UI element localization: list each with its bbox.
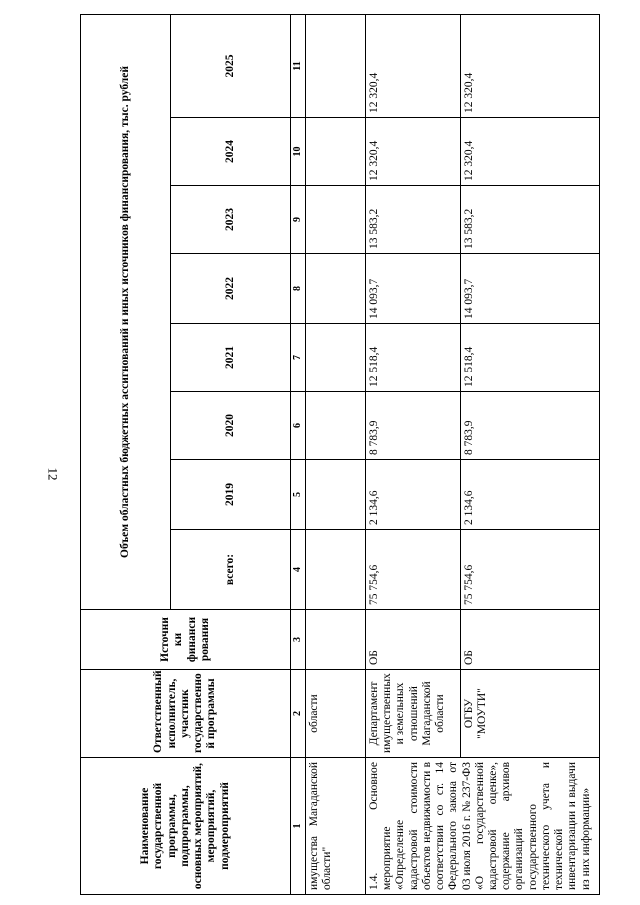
header-year-2021: 2021 [171,324,291,392]
column-number: 5 [291,460,306,530]
row-source: ОБ [461,610,600,670]
column-number: 3 [291,610,306,670]
row-value [306,254,366,324]
row-value: 2 134,6 [461,460,600,530]
row-value [306,460,366,530]
row-value: 12 320,4 [366,118,461,186]
row-value: 8 783,9 [366,392,461,460]
row-value: 13 583,2 [461,186,600,254]
row-name: имущества Магаданской области" [306,758,366,895]
row-value [306,530,366,610]
column-number: 2 [291,670,306,758]
row-value [306,186,366,254]
row-value: 8 783,9 [461,392,600,460]
header-year-2025: 2025 [171,14,291,117]
header-executor: Ответственный исполнитель, участник государственно й программы [81,670,291,758]
column-number: 7 [291,324,306,392]
column-number: 11 [291,14,306,117]
row-value: 75 754,6 [461,530,600,610]
column-number: 10 [291,118,306,186]
row-value: 75 754,6 [366,530,461,610]
row-value: 14 093,7 [366,254,461,324]
header-name: Наименование государственной программы, подпрограммы, основных мероприятий, мероприятий, подмероприятий [81,758,291,895]
rotated-table-container [80,15,600,895]
row-value [306,392,366,460]
row-source: ОБ [366,610,461,670]
page-number: 12 [45,467,61,481]
header-year-2019: 2019 [171,460,291,530]
row-executor: области [306,670,366,758]
row-value: 2 134,6 [366,460,461,530]
header-volume: Объем областных бюджетных ассигнований и иных источников финансирования, тыс. рублей [81,14,171,609]
row-value: 12 518,4 [461,324,600,392]
header-year-2020: 2020 [171,392,291,460]
financing-table [80,14,600,895]
row-value [306,118,366,186]
header-year-2024: 2024 [171,118,291,186]
row-executor: ОГБУ "МОУТИ" [461,670,600,758]
header-year-2023: 2023 [171,186,291,254]
column-number: 6 [291,392,306,460]
column-number-row [291,14,306,894]
column-number: 1 [291,758,306,895]
column-number: 8 [291,254,306,324]
row-value: 13 583,2 [366,186,461,254]
row-value: 12 320,4 [461,118,600,186]
header-sources: Источни ки финанси рования [81,610,291,670]
row-executor: Департамент имущественных и земельных отношений Магаданской области [366,670,461,758]
table-row [366,14,461,894]
header-year-2022: 2022 [171,254,291,324]
row-value [306,14,366,117]
column-number: 4 [291,530,306,610]
row-value: 12 320,4 [461,14,600,117]
table-row [306,14,366,894]
row-value: 14 093,7 [461,254,600,324]
row-source [306,610,366,670]
row-value [306,324,366,392]
header-total: всего: [171,530,291,610]
row-value: 12 320,4 [366,14,461,117]
row-name: 1.4. Основное мероприятие «Определение кадастровой стоимости объектов недвижимости в соответствии со ст. 14 Федерального закона от 03 июля 2016 г. № 237-ФЗ «О государственной кадастровой оценке», содержание архивов организаций государственного технического учета и технической инвентаризации и выдачи из них информации» [366,758,600,895]
row-value: 12 518,4 [366,324,461,392]
column-number: 9 [291,186,306,254]
